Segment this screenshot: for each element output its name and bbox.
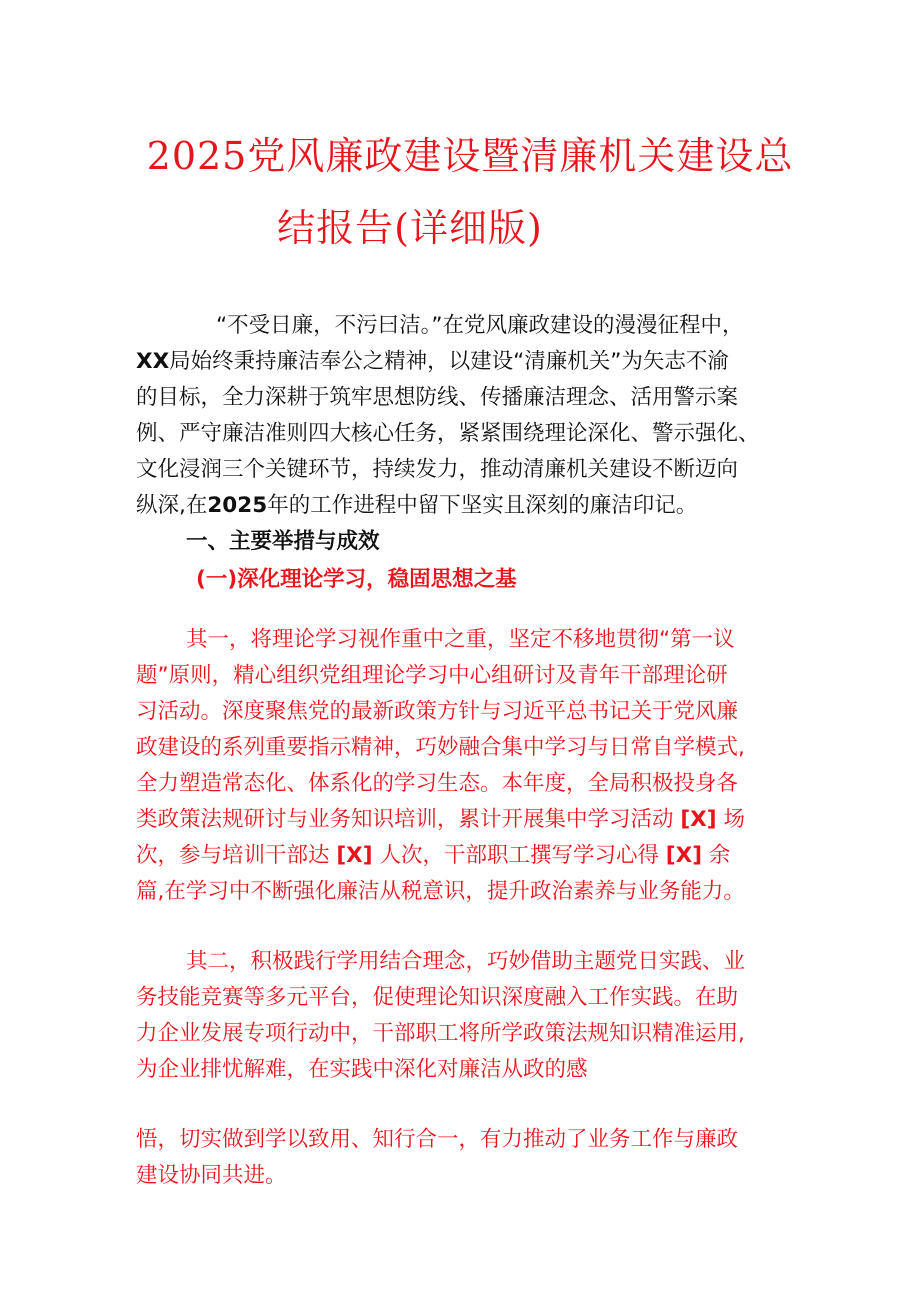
paragraph-line: 习活动。深度聚焦党的最新政策方针与习近平总书记关于党风廉 (136, 699, 739, 724)
paragraph-1 (136, 622, 796, 910)
paragraph-line: 政建设的系列重要指示精神，巧妙融合集中学习与日常自学模式, (136, 735, 745, 760)
placeholder-count: [X] (336, 843, 373, 868)
paragraph-line: 建设协同共进。 (136, 1163, 287, 1188)
paragraph-line: 次，参与培训干部达 [X] 人次，干部职工撰写学习心得 [X] 余 (136, 843, 731, 868)
document-title-line1: 2025党风廉政建设暨清廉机关建设总 (146, 134, 794, 178)
paragraph-line: 其一，将理论学习视作重中之重，坚定不移地贯彻“第一议 (186, 627, 735, 652)
paragraph-3 (136, 1122, 796, 1194)
intro-paragraph (136, 308, 796, 524)
paragraph-line: 力企业发展专项行动中，干部职工将所学政策法规知识精准运用, (136, 1021, 745, 1046)
intro-line: 的目标，全力深耕于筑牢思想防线、传播廉洁理念、活用警示案 (136, 385, 739, 410)
intro-line: XX局始终秉持廉洁奉公之精神，以建设“清廉机关”为矢志不渝 (136, 349, 729, 374)
placeholder-count: [X] (680, 807, 717, 832)
year-text: 2025 (207, 493, 268, 518)
intro-line: 例、严守廉洁准则四大核心任务，紧紧围绕理论深化、警示强化、 (136, 421, 760, 446)
intro-line: 纵深,在2025年的工作进程中留下坚实且深刻的廉洁印记。 (136, 493, 698, 518)
placeholder-count: [X] (665, 843, 703, 868)
intro-line: “不受日廉，不污曰洁。”在党风廉政建设的漫漫征程中， (216, 313, 744, 338)
paragraph-line: 悟，切实做到学以致用、知行合一，有力推动了业务工作与廉政 (136, 1127, 739, 1152)
subsection-heading-1: (一)深化理论学习，稳固思想之基 (196, 567, 517, 592)
paragraph-line: 其二，积极践行学用结合理念，巧妙借助主题党日实践、业 (186, 949, 746, 974)
unit-name: XX (136, 349, 170, 374)
section-heading-1: 一、主要举措与成效 (186, 529, 380, 554)
paragraph-line: 为企业排忧解难，在实践中深化对廉洁从政的感 (136, 1057, 588, 1082)
paragraph-line: 题”原则，精心组织党组理论学习中心组研讨及青年干部理论研 (136, 663, 728, 688)
paragraph-line: 务技能竞赛等多元平台，促使理论知识深度融入工作实践。在助 (136, 985, 739, 1010)
paragraph-line: 篇,在学习中不断强化廉洁从税意识，提升政治素养与业务能力。 (136, 879, 745, 904)
paragraph-2 (136, 944, 796, 1088)
document-title-line2: 结报告(详细版) (277, 206, 543, 250)
intro-line: 文化浸润三个关键环节，持续发力，推动清廉机关建设不断迈向 (136, 457, 739, 482)
paragraph-line: 类政策法规研讨与业务知识培训，累计开展集中学习活动 [X] 场 (136, 807, 745, 832)
paragraph-line: 全力塑造常态化、体系化的学习生态。本年度，全局积极投身各 (136, 771, 739, 796)
